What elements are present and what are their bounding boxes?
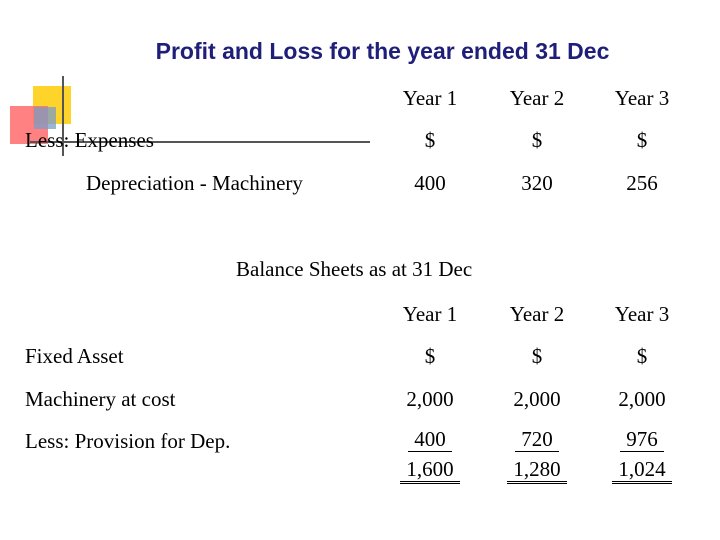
bs-provision-year-2: 720 — [515, 428, 559, 452]
pl-header-year-1: Year 1 — [402, 86, 458, 110]
bs-header-year-3: Year 3 — [614, 302, 670, 326]
bs-provision-year-1-cell — [385, 427, 475, 452]
pl-title: Profit and Loss for the year ended 31 Dec — [155, 38, 610, 64]
bs-provision-year-2-cell — [492, 427, 582, 452]
bs-net-year-1-cell — [385, 457, 475, 484]
bs-provision-year-3: 976 — [620, 428, 664, 452]
pl-header-year-2: Year 2 — [509, 86, 565, 110]
bs-currency-year-3: $ — [636, 344, 648, 368]
bs-net-year-1: 1,600 — [400, 458, 459, 484]
bs-machinery-cost-year-2: 2,000 — [513, 387, 561, 411]
bs-net-year-3: 1,024 — [612, 458, 671, 484]
pl-currency-year-2: $ — [531, 128, 543, 152]
bs-machinery-cost-year-3: 2,000 — [618, 387, 666, 411]
bs-provision-label: Less: Provision for Dep. — [25, 429, 231, 453]
bs-header-year-1: Year 1 — [402, 302, 458, 326]
pl-currency-year-1: $ — [424, 128, 436, 152]
bs-currency-year-1: $ — [424, 344, 436, 368]
bs-net-year-2: 1,280 — [507, 458, 566, 484]
pl-depreciation-label: Depreciation - Machinery — [86, 171, 303, 195]
bs-net-year-2-cell — [492, 457, 582, 484]
bs-machinery-cost-label: Machinery at cost — [25, 387, 176, 411]
bs-currency-year-2: $ — [531, 344, 543, 368]
bs-machinery-cost-year-1: 2,000 — [406, 387, 454, 411]
bs-title: Balance Sheets as at 31 Dec — [236, 257, 473, 281]
pl-currency-year-3: $ — [636, 128, 648, 152]
bs-header-year-2: Year 2 — [509, 302, 565, 326]
pl-header-year-3: Year 3 — [614, 86, 670, 110]
decor-blue-square — [34, 107, 56, 129]
bs-provision-year-3-cell — [597, 427, 687, 452]
pl-depreciation-year-2: 320 — [521, 171, 553, 195]
bs-fixed-asset-label: Fixed Asset — [25, 344, 124, 368]
bs-net-year-3-cell — [597, 457, 687, 484]
pl-depreciation-year-1: 400 — [414, 171, 446, 195]
bs-provision-year-1: 400 — [408, 428, 452, 452]
pl-depreciation-year-3: 256 — [626, 171, 658, 195]
pl-expenses-label: Less: Expenses — [25, 128, 154, 152]
